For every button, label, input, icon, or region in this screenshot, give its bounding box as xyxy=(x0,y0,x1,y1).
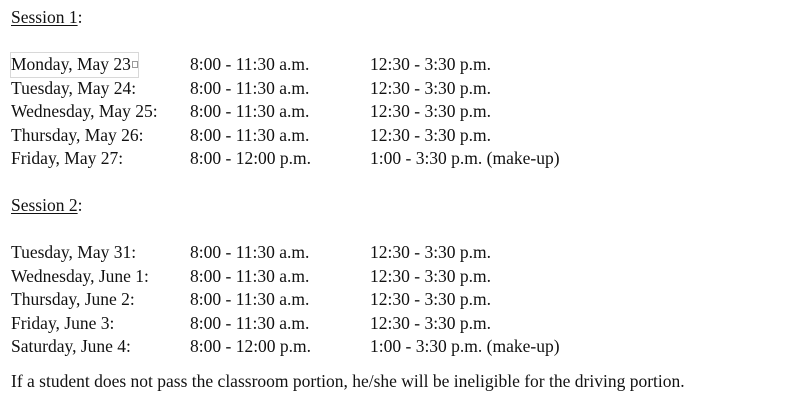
schedule-morning: 8:00 - 11:30 a.m. xyxy=(190,265,310,286)
schedule-morning: 8:00 - 11:30 a.m. xyxy=(190,242,310,262)
schedule-row xyxy=(11,335,796,359)
schedule-afternoon: 12:30 - 3:30 p.m. xyxy=(370,101,492,121)
spacer xyxy=(11,218,796,242)
schedule-row xyxy=(11,147,796,171)
document-body xyxy=(11,6,796,391)
schedule-afternoon: 12:30 - 3:30 p.m. xyxy=(370,265,492,286)
schedule-morning: 8:00 - 11:30 a.m. xyxy=(190,124,310,145)
schedule-afternoon: 12:30 - 3:30 p.m. xyxy=(370,242,492,262)
eligibility-note: If a student does not pass the classroom portion, he/she will be ineligible for the driving portion. xyxy=(11,371,685,391)
session-2-schedule xyxy=(11,241,796,359)
session-1-schedule xyxy=(11,53,796,171)
schedule-day: Tuesday, May 31: xyxy=(11,242,137,262)
schedule-day: Wednesday, May 25: xyxy=(11,101,158,121)
session-1-colon: : xyxy=(77,7,83,27)
schedule-day: Saturday, June 4: xyxy=(11,336,131,356)
schedule-row xyxy=(11,288,796,312)
schedule-morning: 8:00 - 11:30 a.m. xyxy=(190,77,310,98)
schedule-morning: 8:00 - 11:30 a.m. xyxy=(190,54,310,74)
schedule-row xyxy=(11,241,796,265)
schedule-afternoon: 1:00 - 3:30 p.m. (make-up) xyxy=(370,148,560,168)
schedule-afternoon: 12:30 - 3:30 p.m. xyxy=(370,54,492,74)
schedule-day-cell xyxy=(11,53,138,77)
schedule-day: Friday, June 3: xyxy=(11,312,115,333)
paragraph-mark-icon xyxy=(132,61,138,68)
schedule-day: Thursday, June 2: xyxy=(11,289,135,309)
session-2-colon: : xyxy=(77,195,83,215)
schedule-morning: 8:00 - 11:30 a.m. xyxy=(190,289,310,309)
schedule-row xyxy=(11,124,796,148)
schedule-day: Thursday, May 26: xyxy=(11,124,144,145)
schedule-afternoon: 12:30 - 3:30 p.m. xyxy=(370,77,492,98)
schedule-afternoon: 12:30 - 3:30 p.m. xyxy=(370,289,492,309)
spacer xyxy=(11,171,796,195)
schedule-day: Friday, May 27: xyxy=(11,148,124,168)
schedule-row xyxy=(11,77,796,101)
schedule-afternoon: 12:30 - 3:30 p.m. xyxy=(370,312,492,333)
schedule-day: Tuesday, May 24: xyxy=(11,77,137,98)
session-1-title: Session 1 xyxy=(11,7,78,27)
schedule-day: Wednesday, June 1: xyxy=(11,265,149,286)
schedule-row xyxy=(11,265,796,289)
schedule-morning: 8:00 - 11:30 a.m. xyxy=(190,101,310,121)
schedule-morning: 8:00 - 11:30 a.m. xyxy=(190,312,310,333)
schedule-morning: 8:00 - 12:00 p.m. xyxy=(190,336,312,356)
schedule-morning: 8:00 - 12:00 p.m. xyxy=(190,148,312,168)
schedule-afternoon: 12:30 - 3:30 p.m. xyxy=(370,124,492,145)
schedule-row xyxy=(11,53,796,77)
session-2-title: Session 2 xyxy=(11,195,78,215)
session-2-heading xyxy=(11,194,796,218)
spacer xyxy=(11,30,796,54)
schedule-row xyxy=(11,100,796,124)
schedule-day: Monday, May 23 xyxy=(11,54,131,74)
schedule-row xyxy=(11,312,796,336)
session-1-heading xyxy=(11,6,796,30)
schedule-afternoon: 1:00 - 3:30 p.m. (make-up) xyxy=(370,336,560,356)
